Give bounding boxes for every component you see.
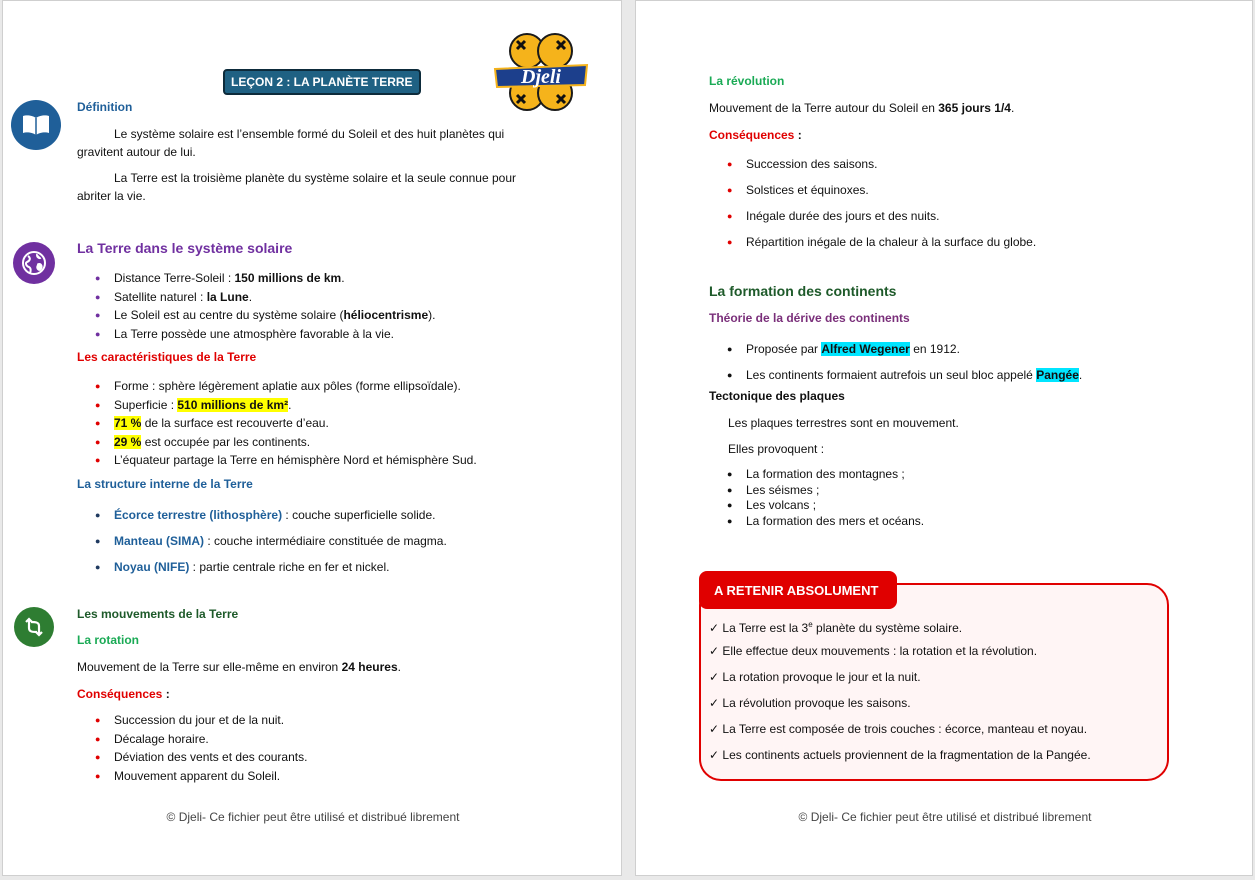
continents-heading: La formation des continents — [709, 283, 897, 299]
list-item: ● Écorce terrestre (lithosphère) : couche superficielle solide. — [77, 502, 577, 528]
rotation-heading: La rotation — [77, 633, 139, 647]
plates-list — [709, 467, 1209, 529]
revolution-text: Mouvement de la Terre autour du Soleil en 365 jours 1/4. — [709, 101, 1015, 115]
plates-paragraph-2: Elles provoquent : — [728, 442, 825, 456]
check-icon: ✓ — [709, 722, 720, 736]
list-item: ● 29 % est occupée par les continents. — [77, 433, 577, 452]
drift-list — [709, 336, 1209, 388]
list-item: ● Forme : sphère légèrement aplatie aux pôles (forme ellipsoïdale). — [77, 377, 577, 396]
page-2 — [635, 0, 1253, 876]
structure-list — [77, 502, 577, 580]
retain-line: ✓ La révolution provoque les saisons. — [709, 696, 911, 710]
check-icon: ✓ — [709, 621, 720, 635]
rotation-text: Mouvement de la Terre sur elle-même en environ 24 heures. — [77, 660, 401, 674]
retain-line: ✓ Les continents actuels proviennent de la fragmentation de la Pangée. — [709, 748, 1091, 762]
list-item: ● Solstices et équinoxes. — [709, 177, 1209, 203]
list-item: ● Succession du jour et de la nuit. — [77, 711, 557, 730]
list-item: ● Répartition inégale de la chaleur à la surface du globe. — [709, 229, 1209, 255]
rotation-consequences-list — [77, 711, 557, 785]
list-item: ● Les continents formaient autrefois un seul bloc appelé Pangée. — [709, 362, 1209, 388]
list-item: ● La formation des montagnes ; — [709, 467, 1209, 483]
definition-heading: Définition — [77, 100, 133, 114]
list-item: ● Les volcans ; — [709, 498, 1209, 514]
drift-heading: Théorie de la dérive des continents — [709, 311, 910, 325]
retain-line: ✓ La rotation provoque le jour et la nuit. — [709, 670, 921, 684]
logo-text: Djeli — [521, 66, 561, 88]
globe-icon — [13, 242, 55, 284]
check-icon: ✓ — [709, 644, 720, 658]
structure-heading: La structure interne de la Terre — [77, 477, 253, 491]
list-item: ● Décalage horaire. — [77, 730, 557, 749]
characteristics-heading: Les caractéristiques de la Terre — [77, 350, 257, 364]
retain-line: ✓ La Terre est la 3e planète du système solaire. — [709, 620, 963, 635]
list-item: ● Le Soleil est au centre du système solaire (héliocentrisme). — [77, 306, 557, 325]
plates-paragraph-1: Les plaques terrestres sont en mouvement. — [728, 416, 959, 430]
solar-system-heading: La Terre dans le système solaire — [77, 240, 293, 256]
list-item: ● L’équateur partage la Terre en hémisphère Nord et hémisphère Sud. — [77, 451, 577, 470]
page-1 — [2, 0, 622, 876]
retain-tag: A RETENIR ABSOLUMENT — [699, 571, 897, 609]
revolution-consequences-list — [709, 151, 1209, 255]
lesson-title: LEÇON 2 : LA PLANÈTE TERRE — [223, 69, 421, 95]
retain-line: ✓ La Terre est composée de trois couches : écorce, manteau et noyau. — [709, 722, 1088, 736]
list-item: ● Déviation des vents et des courants. — [77, 748, 557, 767]
list-item: ● 71 % de la surface est recouverte d’eau. — [77, 414, 577, 433]
list-item: ● Superficie : 510 millions de km². — [77, 396, 577, 415]
retain-line: ✓ Elle effectue deux mouvements : la rotation et la révolution. — [709, 644, 1038, 658]
check-icon: ✓ — [709, 696, 720, 710]
list-item: ● Proposée par Alfred Wegener en 1912. — [709, 336, 1209, 362]
movements-heading: Les mouvements de la Terre — [77, 607, 239, 621]
characteristics-list — [77, 377, 577, 470]
definition-paragraph-2: La Terre est la troisième planète du système solaire et la seule connue pour abriter la vie. — [77, 171, 517, 203]
revolution-consequences-heading: Conséquences : — [709, 128, 802, 142]
djeli-logo — [491, 29, 591, 117]
page-footer: © Djeli- Ce fichier peut être utilisé et distribué librement — [166, 810, 460, 824]
list-item: ● Les séismes ; — [709, 483, 1209, 499]
list-item: ● La Terre possède une atmosphère favorable à la vie. — [77, 325, 557, 344]
swap-arrows-icon — [14, 607, 54, 647]
list-item: ● Succession des saisons. — [709, 151, 1209, 177]
list-item: ● Distance Terre-Soleil : 150 millions de km. — [77, 269, 557, 288]
list-item: ● La formation des mers et océans. — [709, 514, 1209, 530]
check-icon: ✓ — [709, 670, 720, 684]
rotation-consequences-heading: Conséquences : — [77, 687, 170, 701]
list-item: ● Satellite naturel : la Lune. — [77, 288, 557, 307]
list-item: ● Noyau (NIFE) : partie centrale riche en fer et nickel. — [77, 554, 577, 580]
plates-heading: Tectonique des plaques — [709, 389, 845, 403]
definition-paragraph-1: Le système solaire est l’ensemble formé du Soleil et des huit planètes qui gravitent autour de lui. — [77, 127, 505, 159]
revolution-heading: La révolution — [709, 74, 785, 88]
book-icon — [11, 100, 61, 150]
solar-system-list — [77, 269, 557, 343]
list-item: ● Manteau (SIMA) : couche intermédiaire constituée de magma. — [77, 528, 577, 554]
list-item: ● Inégale durée des jours et des nuits. — [709, 203, 1209, 229]
check-icon: ✓ — [709, 748, 720, 762]
list-item: ● Mouvement apparent du Soleil. — [77, 767, 557, 786]
page-footer: © Djeli- Ce fichier peut être utilisé et distribué librement — [798, 810, 1092, 824]
